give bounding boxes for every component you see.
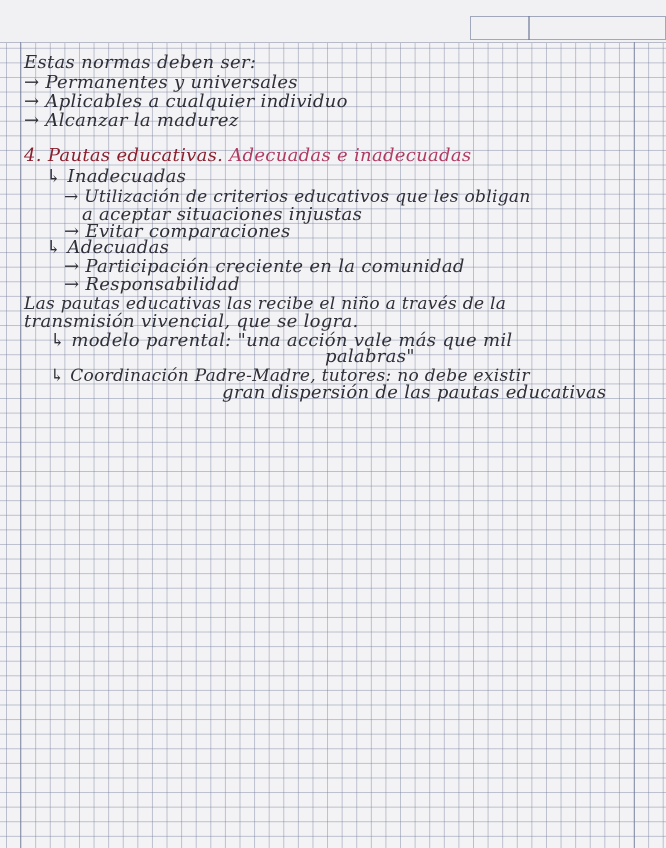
note-line-paragraph: transmisión vivencial, que se logra. (24, 311, 359, 332)
heading-part-1: Pautas educativas. (47, 145, 224, 166)
note-line-bullet: → Permanentes y universales (24, 72, 298, 93)
note-line-bullet: ↳ Coordinación Padre-Madre, tutores: no debe existir (50, 366, 530, 386)
note-line-bullet: → Aplicables a cualquier individuo (24, 91, 348, 112)
note-line-bullet: ↳ modelo parental: "una acción vale más que mil (50, 330, 513, 351)
note-line-bullet: → Alcanzar la madurez (24, 110, 239, 131)
section-heading (24, 146, 471, 166)
note-line-bullet: → Utilización de criterios educativos que les obligan (64, 187, 531, 207)
header-date-box (470, 16, 530, 40)
note-line-continuation: gran dispersión de las pautas educativas (222, 382, 607, 403)
heading-number: 4. (24, 145, 42, 166)
note-line-bullet: → Responsabilidad (64, 274, 240, 295)
note-line-intro: Estas normas deben ser: (24, 52, 257, 73)
note-line-continuation: palabras" (325, 346, 415, 367)
note-line-continuation: a aceptar situaciones injustas (82, 204, 363, 225)
left-margin-line (20, 42, 21, 848)
note-line-bullet: → Evitar comparaciones (64, 221, 291, 242)
subheading-inadecuadas: ↳ Inadecuadas (46, 166, 187, 187)
subheading-adecuadas: ↳ Adecuadas (46, 237, 170, 258)
page-header-band (0, 0, 666, 43)
heading-part-2: Adecuadas e inadecuadas (229, 145, 472, 166)
header-title-box (528, 16, 666, 40)
note-line-bullet: → Participación creciente en la comunidad (64, 256, 465, 277)
note-line-paragraph: Las pautas educativas las recibe el niño a través de la (24, 294, 507, 314)
right-margin-line (634, 42, 635, 848)
